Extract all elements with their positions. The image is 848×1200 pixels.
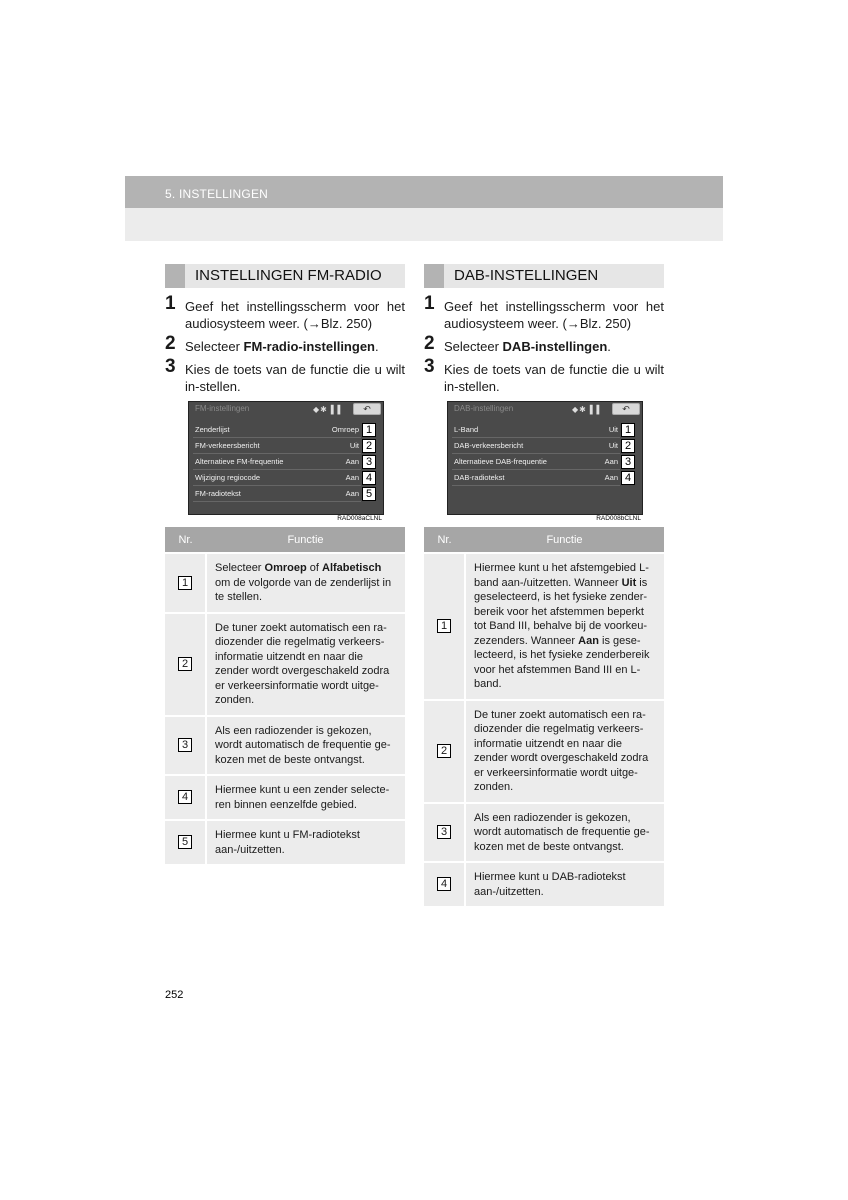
screen-row [452,470,620,486]
screen-row-value: Uit [608,425,618,434]
function-table [424,527,664,906]
screen-row-value: Aan [604,473,618,482]
step-number: 1 [424,293,435,314]
step-text: Geef het instellingsscherm voor het audiosysteem weer. (→Blz. 250) [185,299,405,331]
header-band [125,208,723,241]
row-number-cell [165,613,206,716]
table-row [424,803,664,863]
screen-row [193,470,361,486]
table-row [165,775,405,820]
function-text: Als een radiozender is gekozen, wordt automatisch de frequentie ge-kozen met de beste ontvangst. [215,724,391,766]
step-text: Kies de toets van de functie die u wilt in-stellen. [185,362,405,394]
screen-row-label: Wijziging regiocode [195,473,261,482]
function-table [165,527,405,864]
callout-number: 2 [621,439,635,453]
screen-row [193,438,361,454]
step-text: Kies de toets van de functie die u wilt in-stellen. [444,362,664,394]
table-body [424,553,664,906]
status-icons: ◆✱▐▐ [313,405,342,414]
screen-row-label: Alternatieve DAB-frequentie [454,457,547,466]
row-number-cell [424,553,465,700]
screen-row-label: DAB-radiotekst [454,473,505,482]
table-body [165,553,405,864]
row-number: 2 [178,657,192,671]
fm-column [165,264,405,864]
section-title: DAB-INSTELLINGEN [454,267,599,284]
screen-row-label: Alternatieve FM-frequentie [195,457,284,466]
screen-row-value: Uit [349,441,359,450]
screen-illustration [447,401,643,522]
callout-number: 4 [362,471,376,485]
screen-row-label: FM-verkeersbericht [195,441,260,450]
row-number-cell [165,820,206,864]
step-number: 2 [165,333,176,354]
screen-row-value: Aan [345,489,359,498]
function-term: Aan [578,634,599,647]
function-term: Alfabetisch [322,562,382,574]
dab-column [424,264,664,906]
row-number: 1 [178,576,192,590]
function-term: Omroep [264,562,307,574]
row-number-cell [424,700,465,803]
row-function-cell [206,553,405,613]
row-function-cell [465,862,664,906]
section-header: 5. INSTELLINGEN [165,187,269,201]
steps-list [424,293,664,395]
screen-row [452,454,620,470]
row-number-cell [165,716,206,776]
callout-number: 1 [362,423,376,437]
function-text: Hiermee kunt u een zender selecte-ren binnen eenzelfde gebied. [215,784,390,811]
steps-list [165,293,405,395]
image-code: RAD008aCLNL [337,515,382,522]
callout-number: 5 [362,487,376,501]
row-number: 2 [437,744,451,758]
row-number-cell [424,803,465,863]
table-header-row [165,527,405,553]
callout-number: 2 [362,439,376,453]
step-text: Geef het instellingsscherm voor het audiosysteem weer. (→Blz. 250) [444,299,664,331]
screen-row-label: DAB-verkeersbericht [454,441,524,450]
function-text: om de volgorde van de zenderlijst in te stellen. [215,576,392,603]
table-row [424,700,664,803]
row-number: 5 [178,835,192,849]
back-icon: ↶ [612,403,640,415]
step-item [424,356,664,395]
callout-number: 1 [621,423,635,437]
function-text: Selecteer [215,562,265,574]
section-title-tab [165,264,185,288]
section-title-tab [424,264,444,288]
table-row [165,553,405,613]
col-header-functie: Functie [206,527,405,553]
step-text: Selecteer [185,339,244,354]
screen-row-value: Aan [604,457,618,466]
row-function-cell [206,775,405,820]
col-header-nr: Nr. [424,527,465,553]
row-number: 4 [178,790,192,804]
screen-row-value: Aan [345,473,359,482]
row-number-cell [424,862,465,906]
screen-title: DAB-instellingen [454,404,514,413]
function-text: Hiermee kunt u FM-radiotekst aan-/uitzetten. [215,829,360,856]
row-function-cell [465,700,664,803]
table-row [424,862,664,906]
screen-row-label: FM-radiotekst [195,489,241,498]
row-number: 3 [437,825,451,839]
function-text: De tuner zoekt automatisch een ra-diozender die regelmatig verkeers-informatie uitzendt en naar die zender wordt overgeschakeld zodra er verkeersinformatie wordt uitge-zonden. [215,621,390,706]
callout-number: 3 [621,455,635,469]
row-number: 4 [437,877,451,891]
function-text: Als een radiozender is gekozen, wordt automatisch de frequentie ge-kozen met de beste ontvangst. [474,811,650,853]
step-item [424,293,664,332]
table-header-row [424,527,664,553]
table-row [424,553,664,700]
status-icons: ◆✱▐▐ [572,405,601,414]
step-number: 2 [424,333,435,354]
step-text-end: . [375,339,379,354]
screen-row [193,422,361,438]
step-item [165,293,405,332]
function-text: Hiermee kunt u DAB-radiotekst aan-/uitzetten. [474,871,626,898]
step-item [165,356,405,395]
header-bar [125,176,723,208]
screen-row-value: Omroep [331,425,359,434]
function-text: is geselecteerd, is het fysieke zender-bereik voor het afstemmen beperkt tot Band III, behalve bij de voorkeu-zezenders. Wanneer [474,576,648,647]
image-code: RAD008bCLNL [596,515,641,522]
row-number: 1 [437,619,451,633]
row-function-cell [465,803,664,863]
step-text-bold: FM-radio-instellingen [243,339,375,354]
section-title: INSTELLINGEN FM-RADIO [195,267,382,284]
function-text: is gese-lecteerd, is het fysieke zenderbereik voor het afstemmen Band III en L-band. [474,634,650,690]
step-number: 1 [165,293,176,314]
page-number: 252 [165,989,184,1001]
col-header-functie: Functie [465,527,664,553]
screen-row-label: Zenderlijst [195,425,230,434]
screen-row [452,438,620,454]
row-function-cell [206,613,405,716]
row-function-cell [206,716,405,776]
screen-row [193,454,361,470]
table-row [165,820,405,864]
function-text: De tuner zoekt automatisch een ra-diozender die regelmatig verkeers-informatie uitzendt en naar die zender wordt overgeschakeld zodra er verkeersinformatie wordt uitge-zonden. [474,708,649,793]
table-row [165,613,405,716]
screen-row-value: Uit [608,441,618,450]
row-number-cell [165,553,206,613]
screen-illustration [188,401,384,522]
step-item [424,333,664,355]
step-number: 3 [165,356,176,377]
step-number: 3 [424,356,435,377]
function-text: of [306,562,323,574]
screen-row-label: L-Band [454,425,479,434]
row-number: 3 [178,738,192,752]
back-icon: ↶ [353,403,381,415]
section-title-bar [165,264,405,288]
screen-row-value: Aan [345,457,359,466]
callout-number: 4 [621,471,635,485]
row-function-cell [206,820,405,864]
step-text-end: . [607,339,611,354]
col-header-nr: Nr. [165,527,206,553]
row-number-cell [165,775,206,820]
function-term: Uit [621,576,637,589]
function-text: Hiermee kunt u het afstemgebied L-band aan-/uitzetten. Wanneer [474,562,649,589]
screen-row [193,486,361,502]
table-row [165,716,405,776]
step-item [165,333,405,355]
callout-number: 3 [362,455,376,469]
row-function-cell [465,553,664,700]
step-text-bold: DAB-instellingen [502,339,608,354]
screen-title: FM-instellingen [195,404,250,413]
section-title-bar [424,264,664,288]
screen-row [452,422,620,438]
step-text: Selecteer [444,339,503,354]
